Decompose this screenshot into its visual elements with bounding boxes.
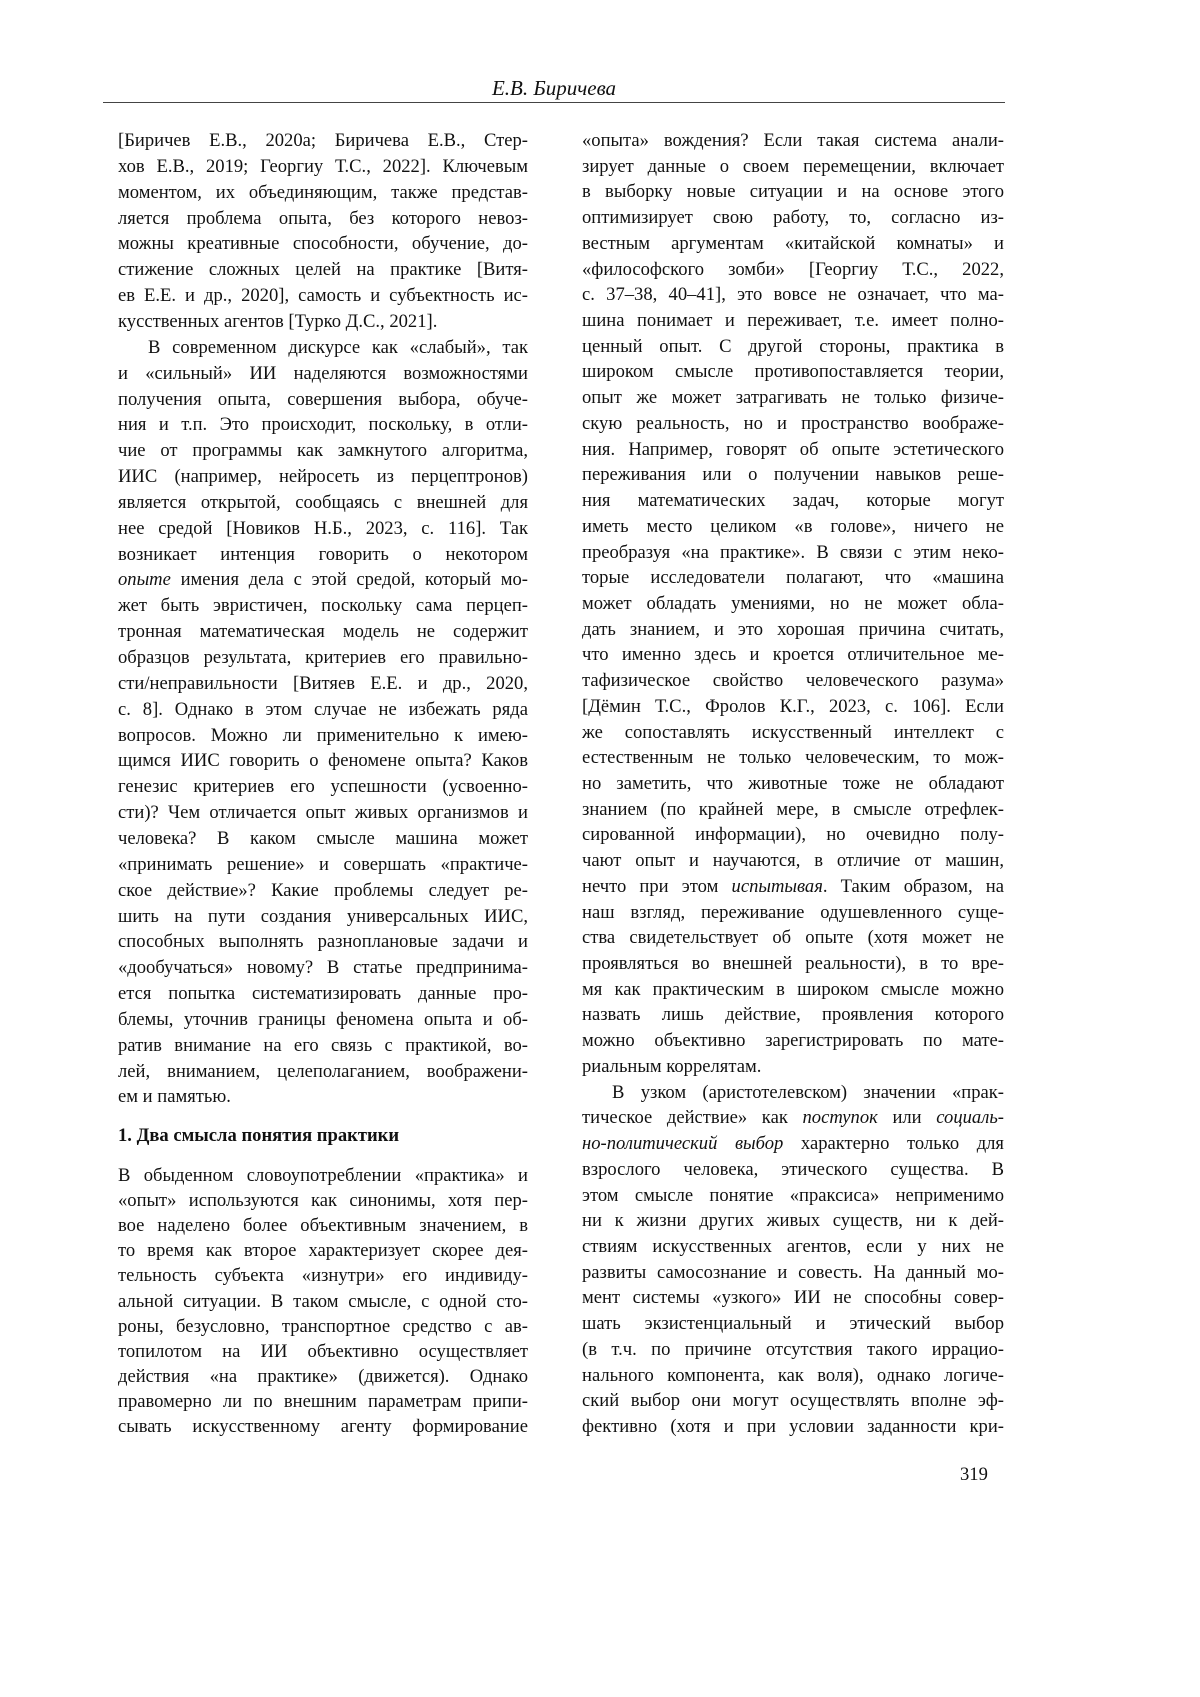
text-line: можно объективно зарегистрировать по мате-	[582, 1030, 1004, 1052]
text-line: ствиям искусственных агентов, если у них не	[582, 1236, 1004, 1258]
text-segment: нечто при этом	[582, 876, 732, 897]
text-line: сти/неправильности [Витяев Е.Е. и др., 2020,	[118, 673, 528, 695]
text-line: можны креативные способности, обучение, до-	[118, 233, 528, 255]
text-line: ния математических задач, которые могут	[582, 490, 1004, 512]
text-line: ется попытка систематизировать данные про-	[118, 983, 528, 1005]
text-line: фективно (хотя и при условии заданности кри-	[582, 1416, 1004, 1438]
text-line: зирует данные о своем перемещении, включает	[582, 156, 1004, 178]
text-line	[582, 876, 1004, 898]
text-line: шить на пути создания универсальных ИИС,	[118, 906, 528, 928]
text-line: ния. Например, говорят об опыте эстетического	[582, 439, 1004, 461]
text-line: В современном дискурсе как «слабый», так	[118, 337, 528, 359]
text-line: «принимать решение» и совершать «практиче-	[118, 854, 528, 876]
text-line: возникает интенция говорить о некотором	[118, 544, 528, 566]
text-segment: или	[878, 1107, 936, 1128]
text-line: топилотом на ИИ объективно осуществляет	[118, 1341, 528, 1363]
text-line: иметь место целиком «в голове», ничего не	[582, 516, 1004, 538]
page-number: 319	[960, 1464, 988, 1486]
text-line: торые исследователи полагают, что «машина	[582, 567, 1004, 589]
section-heading: 1. Два смысла понятия практики	[118, 1125, 399, 1147]
text-line: переживания или о получении навыков реше-	[582, 464, 1004, 486]
text-line	[582, 1107, 1004, 1129]
text-line: мя как практическим в широком смысле можно	[582, 979, 1004, 1001]
text-line: способных выполнять разноплановые задачи и	[118, 931, 528, 953]
text-segment: характерно только для	[783, 1133, 1004, 1154]
text-line: [Дёмин Т.С., Фролов К.Г., 2023, с. 106]. Если	[582, 696, 1004, 718]
text-line: но заметить, что животные тоже не обладают	[582, 773, 1004, 795]
text-line: широком смысле противопоставляется теории,	[582, 361, 1004, 383]
text-line: оптимизирует свою работу, то, согласно из-	[582, 207, 1004, 229]
text-line: дать знанием, и это хорошая причина считать,	[582, 619, 1004, 641]
italic-emphasis: опыте	[118, 569, 171, 590]
text-line: является открытой, сообщаясь с внешней для	[118, 492, 528, 514]
text-line	[582, 1133, 1004, 1155]
text-line: с. 8]. Однако в этом случае не избежать ряда	[118, 699, 528, 721]
header-rule	[103, 102, 1005, 103]
italic-emphasis: поступок	[802, 1107, 877, 1128]
text-line: «опыт» используются как синонимы, хотя пер-	[118, 1190, 528, 1212]
text-line: хов Е.В., 2019; Георгиу Т.С., 2022]. Ключевым	[118, 156, 528, 178]
text-line: проявляться во внешней реальности), в то вре-	[582, 953, 1004, 975]
text-line: правомерно ли по внешним параметрам припи-	[118, 1391, 528, 1413]
italic-emphasis: но-политический выбор	[582, 1133, 783, 1154]
text-line: В обыденном словоупотреблении «практика» и	[118, 1165, 528, 1187]
text-line: мент системы «узкого» ИИ не способны совер-	[582, 1287, 1004, 1309]
text-line: генезис критериев его успешности (усвоенно-	[118, 776, 528, 798]
text-line	[118, 569, 528, 591]
text-line: ния и т.п. Это происходит, поскольку, в отли-	[118, 414, 528, 436]
text-line: естественным не только человеческим, то мож-	[582, 747, 1004, 769]
text-line: то время как второе характеризует скорее дея-	[118, 1240, 528, 1262]
text-line: что именно здесь и кроется отличительное ме-	[582, 644, 1004, 666]
italic-emphasis: социаль-	[936, 1107, 1004, 1128]
text-line: нее средой [Новиков Н.Б., 2023, с. 116]. Так	[118, 518, 528, 540]
text-line: тронная математическая модель не содержит	[118, 621, 528, 643]
text-line: «философского зомби» [Георгиу Т.С., 2022,	[582, 259, 1004, 281]
text-line: [Биричев Е.В., 2020a; Биричева Е.В., Стер-	[118, 130, 528, 152]
text-line: развиты самосознание и совесть. На данный мо-	[582, 1262, 1004, 1284]
text-line: В узком (аристотелевском) значении «прак-	[582, 1082, 1004, 1104]
text-line: тельность субъекта «изнутри» его индивиду-	[118, 1265, 528, 1287]
text-line: ИИС (например, нейросеть из перцептронов)	[118, 466, 528, 488]
italic-emphasis: испытывая	[732, 876, 823, 897]
text-line: щимся ИИС говорить о феномене опыта? Каков	[118, 750, 528, 772]
text-line: человека? В каком смысле машина может	[118, 828, 528, 850]
text-line: шать экзистенциальный и этический выбор	[582, 1313, 1004, 1335]
text-line: тафизическое свойство человеческого разума»	[582, 670, 1004, 692]
text-line: ев Е.Е. и др., 2020], самость и субъектность ис-	[118, 285, 528, 307]
text-segment: тическое действие» как	[582, 1107, 802, 1128]
text-line: роны, безусловно, транспортное средство с ав-	[118, 1316, 528, 1338]
text-segment: имения дела с этой средой, который мо-	[171, 569, 528, 590]
text-line: сированной информации), но очевидно полу-	[582, 824, 1004, 846]
text-line: вопросов. Можно ли применительно к имею-	[118, 725, 528, 747]
text-line: и «сильный» ИИ наделяются возможностями	[118, 363, 528, 385]
text-line: чие от программы как замкнутого алгоритма,	[118, 440, 528, 462]
text-line: взрослого человека, этического существа. В	[582, 1159, 1004, 1181]
text-line: риальным коррелятам.	[582, 1056, 1004, 1078]
text-line: шина понимает и переживает, т.е. имеет полно-	[582, 310, 1004, 332]
text-line: преобразуя «на практике». В связи с этим неко-	[582, 542, 1004, 564]
text-line: знанием (по крайней мере, в смысле отрефлек-	[582, 799, 1004, 821]
text-line: образцов результата, критериев его правильно-	[118, 647, 528, 669]
text-line: альной ситуации. В таком смысле, с одной сто-	[118, 1291, 528, 1313]
text-segment: . Таким образом, на	[823, 876, 1004, 897]
text-line: чают опыт и научаются, в отличие от машин,	[582, 850, 1004, 872]
text-line: же сопоставлять искусственный интеллект с	[582, 722, 1004, 744]
running-head-author: Е.В. Биричева	[103, 76, 1005, 101]
text-line: скую реальность, но и пространство воображе-	[582, 413, 1004, 435]
text-line: ляется проблема опыта, без которого невоз-	[118, 208, 528, 230]
text-line: в выборку новые ситуации и на основе этого	[582, 181, 1004, 203]
text-line: наш взгляд, переживание одушевленного суще-	[582, 902, 1004, 924]
text-line: ценный опыт. С другой стороны, практика в	[582, 336, 1004, 358]
text-line: жет быть эвристичен, поскольку сама перцеп-	[118, 595, 528, 617]
text-line: «дообучаться» новому? В статье предпринима-	[118, 957, 528, 979]
text-line: (в т.ч. по причине отсутствия такого иррацио-	[582, 1339, 1004, 1361]
text-line: ем и памятью.	[118, 1086, 528, 1108]
text-line: ни к жизни других живых существ, ни к дей-	[582, 1210, 1004, 1232]
text-line: кусственных агентов [Турко Д.С., 2021].	[118, 311, 528, 333]
text-line: ский выбор они могут осуществлять вполне эф-	[582, 1390, 1004, 1412]
text-line: моментом, их объединяющим, также представ-	[118, 182, 528, 204]
text-line: может обладать умениями, но не может обла-	[582, 593, 1004, 615]
text-line: действия «на практике» (движется). Однако	[118, 1366, 528, 1388]
text-line: этом смысле понятие «праксиса» неприменимо	[582, 1185, 1004, 1207]
text-line: опыт же может затрагивать не только физиче-	[582, 387, 1004, 409]
text-line: получения опыта, совершения выбора, обуче-	[118, 389, 528, 411]
text-line: ское действие»? Какие проблемы следует ре-	[118, 880, 528, 902]
text-line: ратив внимание на его связь с практикой, во-	[118, 1035, 528, 1057]
text-line: назвать лишь действие, проявления которого	[582, 1004, 1004, 1026]
text-line: вое наделено более объективным значением, в	[118, 1215, 528, 1237]
text-line: «опыта» вождения? Если такая система анали-	[582, 130, 1004, 152]
text-line: сывать искусственному агенту формирование	[118, 1416, 528, 1438]
text-line: нального компонента, как воля), однако логиче-	[582, 1365, 1004, 1387]
text-line: лей, вниманием, целеполаганием, воображени-	[118, 1061, 528, 1083]
text-line: блемы, уточнив границы феномена опыта и об-	[118, 1009, 528, 1031]
text-line: с. 37–38, 40–41], это вовсе не означает, что ма-	[582, 284, 1004, 306]
text-line: сти)? Чем отличается опыт живых организмов и	[118, 802, 528, 824]
text-line: вестным аргументам «китайской комнаты» и	[582, 233, 1004, 255]
text-line: ства свидетельствует об опыте (хотя может не	[582, 927, 1004, 949]
text-line: стижение сложных целей на практике [Витя-	[118, 259, 528, 281]
